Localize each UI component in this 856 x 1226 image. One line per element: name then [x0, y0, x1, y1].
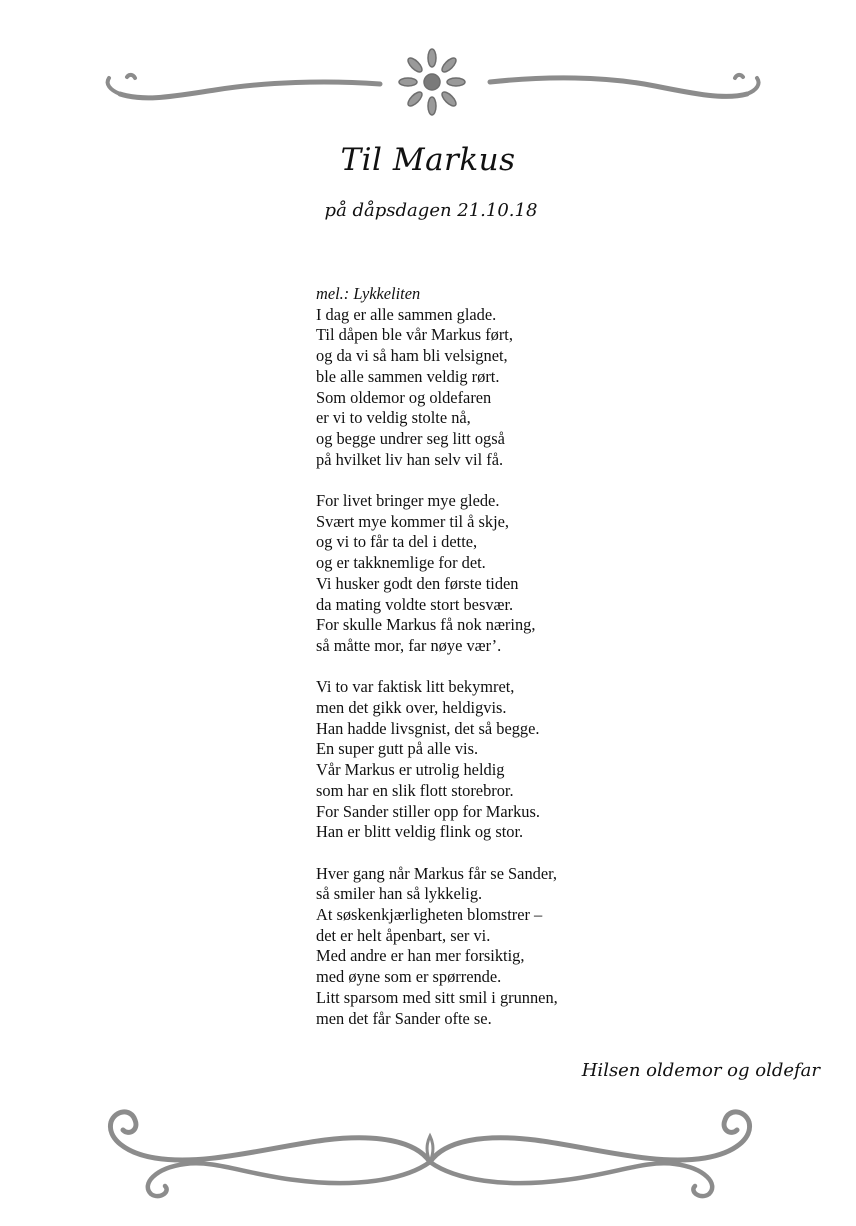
poem-line: og vi to får ta del i dette,: [316, 532, 478, 552]
bottom-swirl-ornament: [95, 1100, 765, 1200]
poem-line: For livet bringer mye glede.: [316, 491, 500, 511]
page-subtitle: på dåpsdagen 21.10.18: [324, 200, 538, 221]
page-title: Til Markus: [340, 142, 516, 178]
poem-line: Svært mye kommer til å skje,: [316, 511, 510, 531]
poem-line: Han hadde livsgnist, det så begge.: [316, 718, 540, 738]
left-swirl: [110, 1112, 430, 1162]
poem-line: Litt sparsom med sitt smil i grunnen,: [316, 987, 558, 1007]
poem-line: Med andre er han mer forsiktig,: [316, 946, 525, 966]
poem-line: ble alle sammen veldig rørt.: [316, 366, 500, 386]
stanza-2: [316, 491, 736, 657]
stanza-1: [316, 305, 736, 471]
right-flourish: [490, 78, 747, 97]
poem-line: Hver gang når Markus får se Sander,: [316, 863, 558, 883]
poem-line: og da vi så ham bli velsignet,: [316, 346, 508, 366]
poem-line: At søskenkjærligheten blomstrer –: [316, 905, 543, 925]
poem-line: som har en slik flott storebror.: [316, 780, 514, 800]
top-flower-ornament: [95, 42, 765, 122]
poem-line: Til dåpen ble vår Markus ført,: [316, 325, 513, 345]
flower-icon: [399, 49, 465, 115]
poem-line: En super gutt på alle vis.: [316, 739, 479, 759]
poem-line: det er helt åpenbart, ser vi.: [316, 925, 491, 945]
poem-line: så måtte mor, far nøye vær’.: [316, 635, 502, 655]
poem-line: For skulle Markus få nok næring,: [316, 615, 536, 635]
melody-note: mel.: Lykkeliten: [316, 284, 421, 303]
poem-line: Vi husker godt den første tiden: [316, 573, 519, 593]
poem-line: på hvilket liv han selv vil få.: [316, 449, 504, 469]
poem-line: Som oldemor og oldefaren: [316, 387, 492, 407]
poem-line: og er takknemlige for det.: [316, 553, 486, 573]
poem-line: men det gikk over, heldigvis.: [316, 698, 507, 718]
poem-line: Vår Markus er utrolig heldig: [316, 760, 505, 780]
poem-line: For Sander stiller opp for Markus.: [316, 801, 540, 821]
left-flourish: [120, 82, 380, 98]
signature: Hilsen oldemor og oldefar: [581, 1060, 820, 1081]
stanza-4: [316, 864, 736, 1030]
poem-line: med øyne som er spørrende.: [316, 967, 502, 987]
poem-line: og begge undrer seg litt også: [316, 428, 505, 448]
poem-line: så smiler han så lykkelig.: [316, 884, 483, 904]
poem-line: da mating voldte stort besvær.: [316, 594, 514, 614]
poem-body: [316, 284, 736, 1050]
poem-line: men det får Sander ofte se.: [316, 1008, 492, 1028]
right-swirl: [430, 1112, 750, 1162]
poem-line: Han er blitt veldig flink og stor.: [316, 822, 524, 842]
stanza-3: [316, 677, 736, 843]
poem-line: er vi to veldig stolte nå,: [316, 408, 471, 428]
poem-line: I dag er alle sammen glade.: [316, 304, 497, 324]
poem-line: Vi to var faktisk litt bekymret,: [316, 677, 515, 697]
